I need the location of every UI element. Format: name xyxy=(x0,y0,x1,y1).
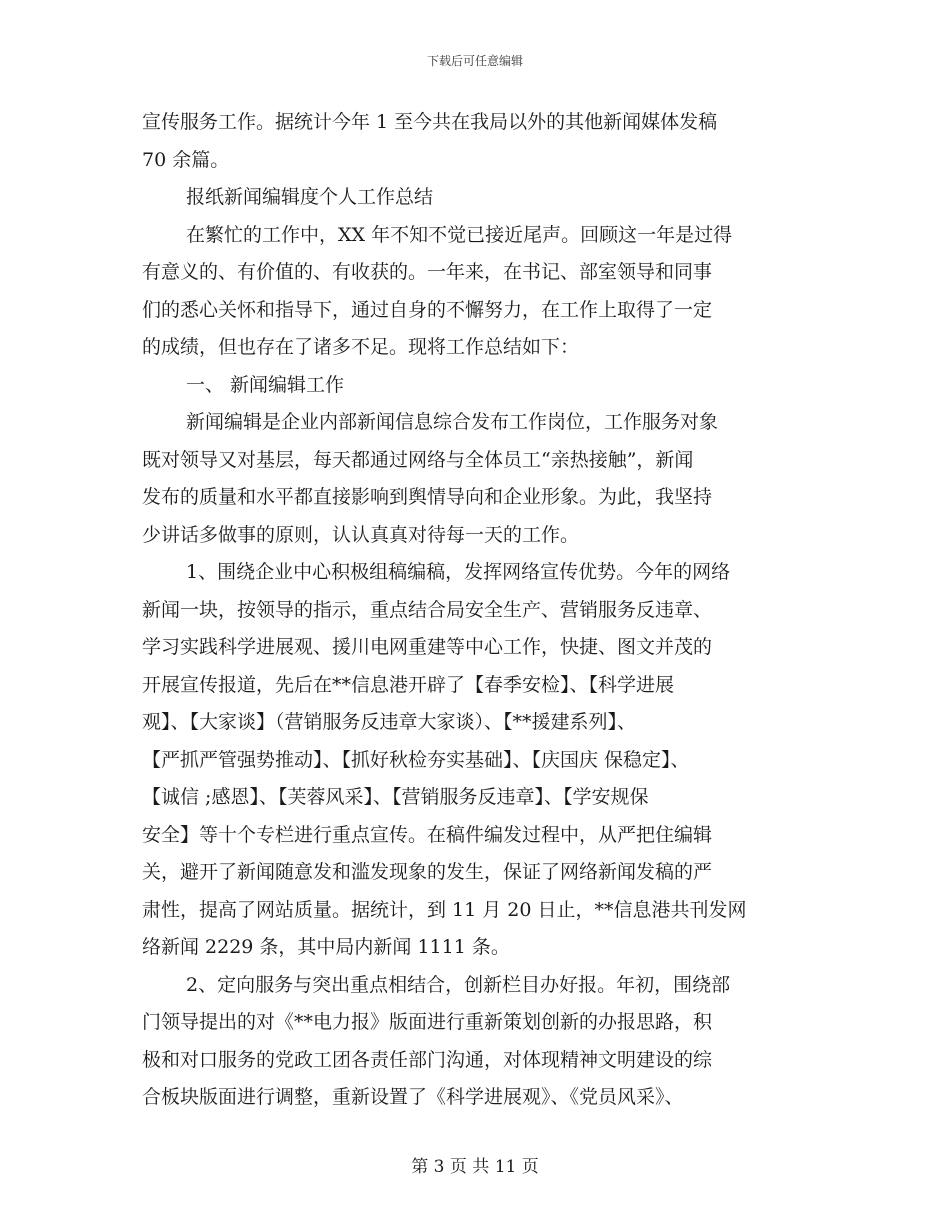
text-line: 肃性，提高了网站质量。据统计，到 11 月 20 日止，**信息港共刊发网 xyxy=(142,898,747,921)
text-line: 合板块版面进行调整，重新设置了《科学进展观》、《党员风采》、 xyxy=(142,1086,684,1108)
text-line: 极和对口服务的党政工团各责任部门沟通，对体现精神文明建设的综 xyxy=(142,1048,713,1071)
text-line: 们的悉心关怀和指导下，通过自身的不懈努力，在工作上取得了一定 xyxy=(142,298,713,321)
text-line: 【诚信 ;感恩】、【芙蓉风采】、【营销服务反违章】、【学安规保 xyxy=(142,786,649,808)
text-line: 有意义的、有价值的、有收获的。一年来，在书记、部室领导和同事 xyxy=(142,261,713,283)
text-line: 【严抓严管强势推动】、【抓好秋检夯实基础】、【庆国庆 保稳定】、 xyxy=(142,748,690,771)
heading-news-editing: 一、 新闻编辑工作 xyxy=(186,373,345,396)
text-line: 络新闻 2229 条，其中局内新闻 1111 条。 xyxy=(142,936,510,958)
paragraph-start: 1、围绕企业中心积极组稿编稿，发挥网络宣传优势。今年的网络 xyxy=(186,561,731,583)
text-line: 门领导提出的对《**电力报》版面进行重新策划创新的办报思路，积 xyxy=(142,1011,713,1033)
paragraph-start: 在繁忙的工作中，XX 年不知不觉已接近尾声。回顾这一年是过得 xyxy=(186,223,733,246)
section-title: 报纸新闻编辑度个人工作总结 xyxy=(186,186,434,208)
text-line: 关，避开了新闻随意发和滥发现象的发生，保证了网络新闻发稿的严 xyxy=(142,861,713,883)
paragraph-start: 2、定向服务与突出重点相结合，创新栏目办好报。年初，围绕部 xyxy=(186,973,731,996)
page-footer: 第 3 页 共 11 页 xyxy=(411,1157,539,1177)
text-line: 少讲话多做事的原则，认认真真对待每一天的工作。 xyxy=(142,523,580,546)
text-line: 开展宣传报道，先后在**信息港开辟了【春季安检】、【科学进展 xyxy=(142,673,675,696)
page-header: 下载后可任意编辑 xyxy=(426,54,523,68)
document-body xyxy=(142,104,814,1117)
text-line: 70 余篇。 xyxy=(142,148,230,171)
text-line: 新闻一块，按领导的指示，重点结合局安全生产、营销服务反违章、 xyxy=(142,598,713,621)
text-line: 发布的质量和水平都直接影响到舆情导向和企业形象。为此，我坚持 xyxy=(142,486,713,508)
text-line: 宣传服务工作。据统计今年 1 至今共在我局以外的其他新闻媒体发稿 xyxy=(142,111,718,133)
text-line: 安全】等十个专栏进行重点宣传。在稿件编发过程中，从严把住编辑 xyxy=(142,823,713,846)
text-line: 学习实践科学进展观、援川电网重建等中心工作，快捷、图文并茂的 xyxy=(142,636,713,658)
text-line: 的成绩，但也存在了诸多不足。现将工作总结如下： xyxy=(142,336,580,358)
text-line: 既对领导又对基层，每天都通过网络与全体员工“亲热接触”，新闻 xyxy=(142,448,694,471)
paragraph-start: 新闻编辑是企业内部新闻信息综合发布工作岗位，工作服务对象 xyxy=(186,411,719,433)
text-line: 观】、【大家谈】（营销服务反违章大家谈）、【**援建系列】、 xyxy=(142,711,637,733)
